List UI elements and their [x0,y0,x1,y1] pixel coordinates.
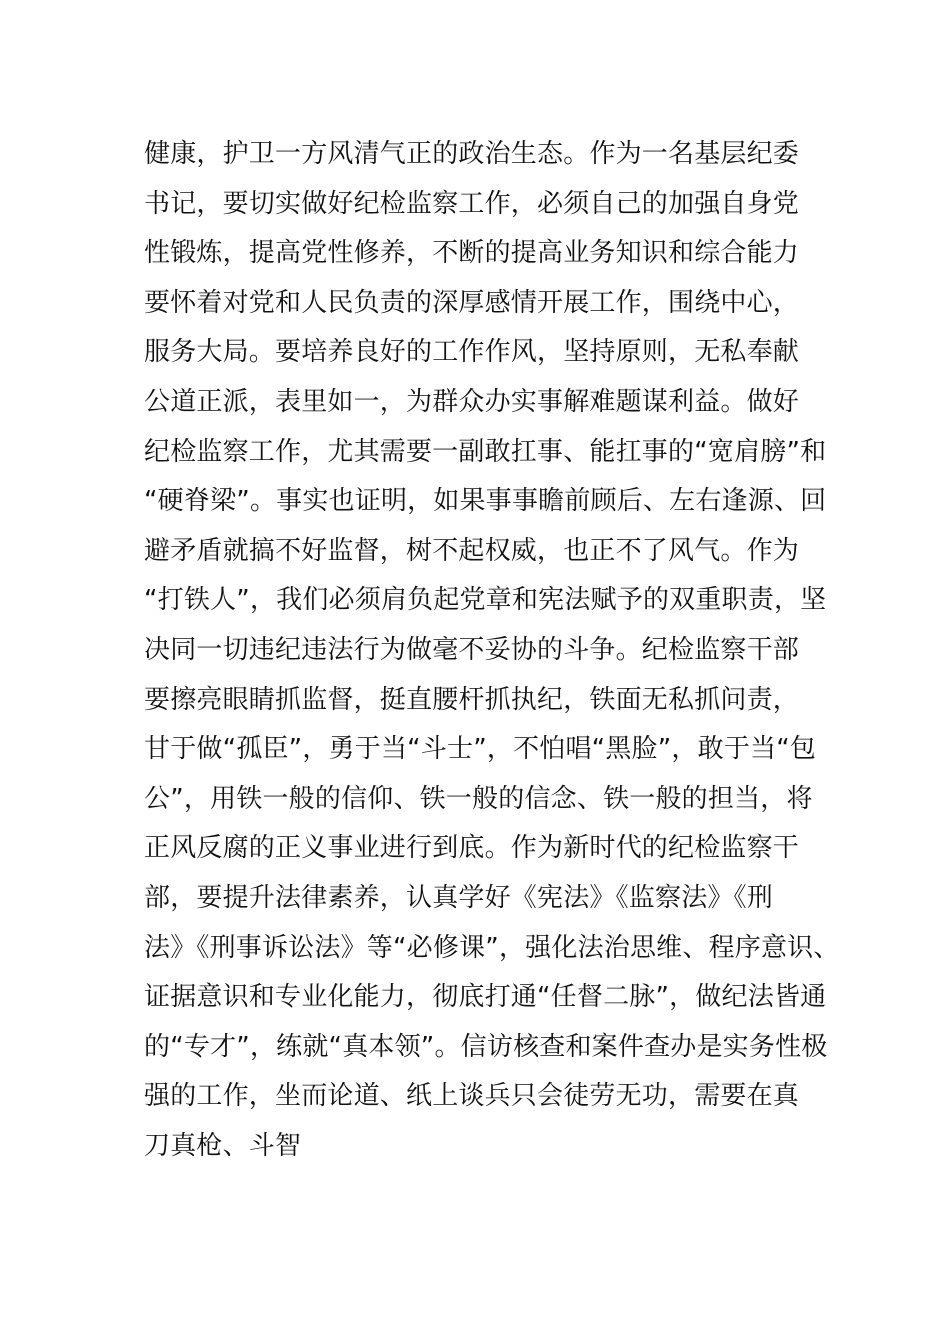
text-line: 要怀着对党和人民负责的深厚感情开展工作，围绕中心， [144,287,800,318]
text-line: 部，要提升法律素养，认真学好《宪法》《监察法》《刑 [144,882,774,913]
text-line: 法》《刑事诉讼法》等“必修课”，强化法治思维、程序意识、 [144,932,840,963]
text-line: 书记，要切实做好纪检监察工作，必须自己的加强自身党 [144,188,800,219]
text-line: 正风反腐的正义事业进行到底。作为新时代的纪检监察干 [144,833,800,864]
text-line: 避矛盾就搞不好监督，树不起权威，也正不了风气。作为 [144,535,800,566]
text-line: 的“专才”，练就“真本领”。信访核查和案件查办是实务性极 [144,1031,828,1062]
text-line: 纪检监察工作，尤其需要一副敢扛事、能扛事的“宽肩膀”和 [144,436,827,467]
text-line: “打铁人”，我们必须肩负起党章和宪法赋予的双重职责，坚 [144,585,827,616]
text-line: 公道正派，表里如一，为群众办实事解难题谋利益。做好 [144,386,800,417]
text-line: 甘于做“孤臣”，勇于当“斗士”，不怕唱“黑脸”，敢于当“包 [144,734,817,765]
text-line: 健康，护卫一方风清气正的政治生态。作为一名基层纪委 [144,139,800,169]
text-line: 决同一切违纪违法行为做毫不妥协的斗争。纪检监察干部 [144,634,800,665]
text-line: 证据意识和专业化能力，彻底打通“任督二脉”，做纪法皆通 [144,982,827,1013]
text-line: 性锻炼，提高党性修养，不断的提高业务知识和综合能力 [144,238,800,269]
text-line: “硬脊梁”。事实也证明，如果事事瞻前顾后、左右逢源、回 [144,486,827,517]
text-line: 刀真枪、斗智 [144,1130,302,1161]
text-line: 公”，用铁一般的信仰、铁一般的信念、铁一般的担当，将 [144,783,813,814]
text-line: 要擦亮眼睛抓监督，挺直腰杆抓执纪，铁面无私抓问责， [144,684,800,715]
text-line: 服务大局。要培养良好的工作作风，坚持原则，无私奉献 [144,337,800,368]
body-text [144,130,844,1171]
text-line: 强的工作，坐而论道、纸上谈兵只会徒劳无功，需要在真 [144,1081,800,1112]
